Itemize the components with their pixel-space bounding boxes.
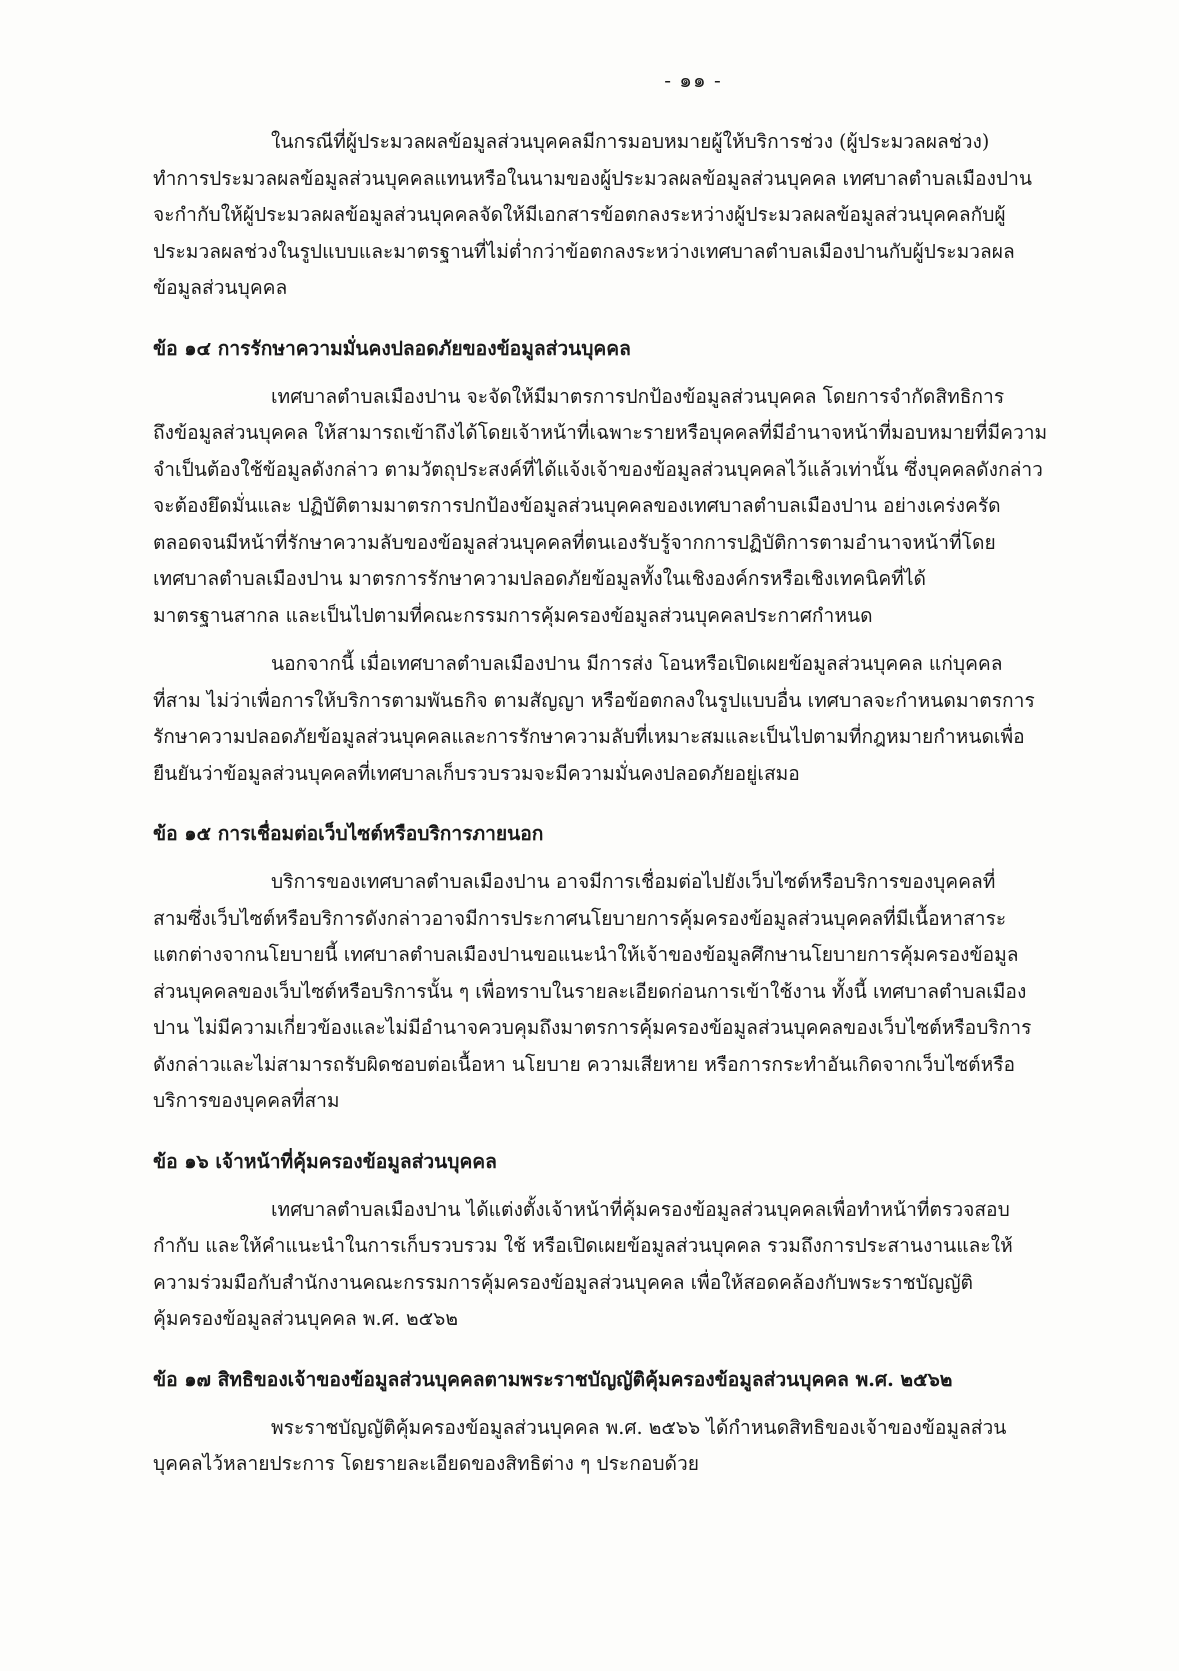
line-text: ตลอดจนมีหน้าที่รักษาความลับของข้อมูลส่วนบุคคลที่ตนเองรับรู้จากการปฏิบัติการตามอำนาจหน้าที่โดย (153, 530, 996, 554)
paragraph-line (153, 1446, 1071, 1483)
line-text: เทศบาลตำบลเมืองปาน ได้แต่งตั้งเจ้าหน้าที่คุ้มครองข้อมูลส่วนบุคคลเพื่อทำหน้าที่ตรวจสอบ (271, 1197, 1010, 1221)
line-text: นอกจากนี้ เมื่อเทศบาลตำบลเมืองปาน มีการส่ง โอนหรือเปิดเผยข้อมูลส่วนบุคคล แก่บุคคล (271, 652, 1003, 675)
section (153, 1362, 1071, 1483)
paragraph-gap (153, 634, 1071, 646)
paragraph-line (153, 1228, 1071, 1265)
paragraph-line (153, 937, 1071, 974)
line-text: กำกับ และให้คำแนะนำในการเก็บรวบรวม ใช้ หรือเปิดเผยข้อมูลส่วนบุคคล รวมถึงการประสานงานและให้ (153, 1234, 1013, 1257)
section-paragraph (153, 864, 1071, 1120)
section (153, 1144, 1071, 1338)
section-heading: ข้อ ๑๔ การรักษาความมั่นคงปลอดภัยของข้อมูลส่วนบุคคล (153, 336, 631, 360)
intro-paragraph (153, 124, 1071, 307)
line-text: ส่วนบุคคลของเว็บไซต์หรือบริการนั้น ๆ เพื่อทราบในรายละเอียดก่อนการเข้าใช้งาน ทั้งนี้ เทศบาลตำบลเมือง (153, 979, 1027, 1003)
section-paragraph (153, 1192, 1071, 1338)
line-text: ความร่วมมือกับสำนักงานคณะกรรมการคุ้มครองข้อมูลส่วนบุคคล เพื่อให้สอดคล้องกับพระราชบัญญัติ (153, 1270, 974, 1294)
line-text: คุ้มครองข้อมูลส่วนบุคคล พ.ศ. ๒๕๖๒ (153, 1307, 458, 1330)
line-text: พระราชบัญญัติคุ้มครองข้อมูลส่วนบุคคล พ.ศ. ๒๕๖๖ ได้กำหนดสิทธิของเจ้าของข้อมูลส่วน (271, 1415, 1007, 1439)
paragraph-line (153, 161, 1071, 198)
page-number: - ๑๑ - (664, 68, 722, 92)
paragraph-line (153, 683, 1071, 720)
section-paragraph (153, 646, 1071, 792)
section (153, 331, 1071, 793)
section-paragraph (153, 379, 1071, 635)
line-text: ที่สาม ไม่ว่าเพื่อการให้บริการตามพันธกิจ ตามสัญญา หรือข้อตกลงในรูปแบบอื่น เทศบาลจะกำหนดมาตรการ (153, 688, 1035, 712)
line-text: บริการของบุคคลที่สาม (153, 1089, 340, 1112)
paragraph-line (153, 974, 1071, 1011)
intro-text (153, 124, 1071, 307)
paragraph-line (153, 488, 1071, 525)
paragraph-line (153, 598, 1071, 635)
section-heading: ข้อ ๑๗ สิทธิของเจ้าของข้อมูลส่วนบุคคลตามพระราชบัญญัติคุ้มครองข้อมูลส่วนบุคคล พ.ศ. ๒๕๖๒ (153, 1367, 953, 1391)
line-text: จะต้องยึดมั่นและ ปฏิบัติตามมาตรการปกป้องข้อมูลส่วนบุคคลของเทศบาลตำบลเมืองปาน อย่างเคร่งครัด (153, 494, 1001, 517)
line-text: ข้อมูลส่วนบุคคล (153, 276, 288, 299)
line-text: ดังกล่าวและไม่สามารถรับผิดชอบต่อเนื้อหา นโยบาย ความเสียหาย หรือการกระทำอันเกิดจากเว็บไซต์หรือ (153, 1052, 1016, 1076)
sections-container (153, 331, 1071, 1483)
paragraph-line (153, 1410, 1071, 1447)
paragraph-line (153, 379, 1071, 416)
line-text: ประมวลผลช่วงในรูปแบบและมาตรฐานที่ไม่ต่ำกว่าข้อตกลงระหว่างเทศบาลตำบลเมืองปานกับผู้ประมวลผล (153, 239, 1015, 263)
paragraph-line (153, 561, 1071, 598)
paragraph-line (153, 864, 1071, 901)
section (153, 816, 1071, 1120)
line-text: ถึงข้อมูลส่วนบุคคล ให้สามารถเข้าถึงได้โดยเจ้าหน้าที่เฉพาะรายหรือบุคคลที่มีอำนาจหน้าที่มอบหมายที่มีความ (153, 421, 1048, 444)
paragraph-line (153, 234, 1071, 271)
line-text: บุคคลไว้หลายประการ โดยรายละเอียดของสิทธิต่าง ๆ ประกอบด้วย (153, 1452, 700, 1475)
line-text: มาตรฐานสากล และเป็นไปตามที่คณะกรรมการคุ้มครองข้อมูลส่วนบุคคลประกาศกำหนด (153, 603, 873, 627)
line-text: จะกำกับให้ผู้ประมวลผลข้อมูลส่วนบุคคลจัดให้มีเอกสารข้อตกลงระหว่างผู้ประมวลผลข้อมูลส่วนบุคคลกับผู้ (153, 203, 1006, 226)
paragraph-line (153, 124, 1071, 161)
line-text: บริการของเทศบาลตำบลเมืองปาน อาจมีการเชื่อมต่อไปยังเว็บไซต์หรือบริการของบุคคลที่ (271, 870, 996, 893)
paragraph-line (153, 719, 1071, 756)
paragraph-line (153, 1010, 1071, 1047)
paragraph-line (153, 1047, 1071, 1084)
line-text: สามซึ่งเว็บไซต์หรือบริการดังกล่าวอาจมีการประกาศนโยบายการคุ้มครองข้อมูลส่วนบุคคลที่มีเนื้อหาสาระ (153, 906, 1007, 930)
section-heading: ข้อ ๑๕ การเชื่อมต่อเว็บไซต์หรือบริการภายนอก (153, 822, 544, 845)
paragraph-line (153, 270, 1071, 307)
line-text: ยืนยันว่าข้อมูลส่วนบุคคลที่เทศบาลเก็บรวบรวมจะมีความมั่นคงปลอดภัยอยู่เสมอ (153, 761, 800, 785)
line-text: รักษาความปลอดภัยข้อมูลส่วนบุคคลและการรักษาความลับที่เหมาะสมและเป็นไปตามที่กฎหมายกำหนดเพื่อ (153, 725, 1025, 748)
paragraph-line (153, 646, 1071, 683)
line-text: ทำการประมวลผลข้อมูลส่วนบุคคลแทนหรือในนามของผู้ประมวลผลข้อมูลส่วนบุคคล เทศบาลตำบลเมืองปาน (153, 166, 1032, 190)
paragraph-line (153, 197, 1071, 234)
section-heading: ข้อ ๑๖ เจ้าหน้าที่คุ้มครองข้อมูลส่วนบุคคล (153, 1149, 497, 1173)
paragraph-line (153, 1265, 1071, 1302)
paragraph-line (153, 452, 1071, 489)
section-paragraph (153, 1410, 1071, 1483)
line-text: แตกต่างจากนโยบายนี้ เทศบาลตำบลเมืองปานขอแนะนำให้เจ้าของข้อมูลศึกษานโยบายการคุ้มครองข้อมูล (153, 943, 1019, 966)
paragraph-line (153, 415, 1071, 452)
paragraph-line (153, 1192, 1071, 1229)
paragraph-line (153, 525, 1071, 562)
paragraph-line (153, 756, 1071, 793)
line-text: เทศบาลตำบลเมืองปาน จะจัดให้มีมาตรการปกป้องข้อมูลส่วนบุคคล โดยการจำกัดสิทธิการ (271, 384, 1005, 408)
paragraph-line (153, 1301, 1071, 1338)
line-text: ปาน ไม่มีความเกี่ยวข้องและไม่มีอำนาจควบคุมถึงมาตรการคุ้มครองข้อมูลส่วนบุคคลของเว็บไซต์หรือบริการ (153, 1016, 1032, 1039)
paragraph-line (153, 1083, 1071, 1120)
line-text: เทศบาลตำบลเมืองปาน มาตรการรักษาความปลอดภัยข้อมูลทั้งในเชิงองค์กรหรือเชิงเทคนิคที่ได้ (153, 567, 926, 590)
line-text: จำเป็นต้องใช้ข้อมูลดังกล่าว ตามวัตถุประสงค์ที่ได้แจ้งเจ้าของข้อมูลส่วนบุคคลไว้แล้วเท่านั้น ซึ่งบุคคลดังกล่าว (153, 457, 1043, 481)
paragraph-line (153, 901, 1071, 938)
line-text: ในกรณีที่ผู้ประมวลผลข้อมูลส่วนบุคคลมีการมอบหมายผู้ให้บริการช่วง (ผู้ประมวลผลช่วง) (271, 130, 990, 153)
